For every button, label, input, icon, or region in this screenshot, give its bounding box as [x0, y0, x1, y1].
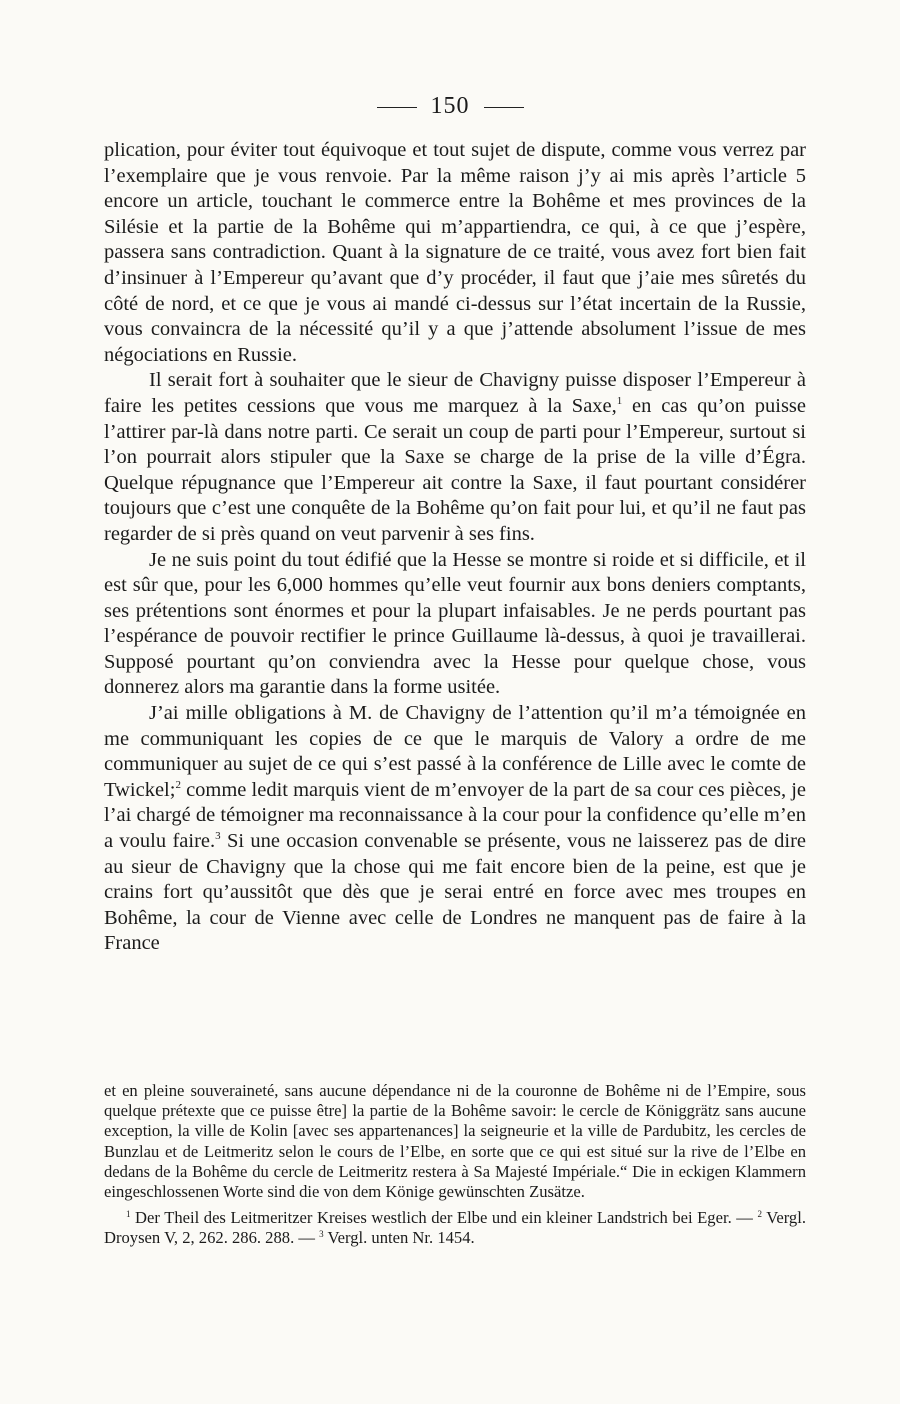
footnote-ref-2: 2 — [175, 778, 181, 791]
footnote-1-marker: 1 — [126, 1209, 131, 1220]
paragraph-2-part-a: Il serait fort à souhaiter que le sieur de Chavigny puisse disposer l’Empereur à faire les petites cessions que vous me marquez à la Saxe, — [104, 369, 806, 417]
paragraph-4-part-a: J’ai mille obligations à M. de Chavigny de l’attention qu’il m’a témoignée en me communiquant les copies de ce que le marquis de Valory a ordre de me communiquer au sujet de ce qui s’est passé à la conférence de Lille avec le comte de Twickel; — [104, 702, 806, 801]
footnotes — [104, 1081, 806, 1249]
paragraph-4-part-b: comme ledit marquis vient de m’envoyer de la part de sa cour ces pièces, je l’ai chargé de témoigner ma reconnaissance à la cour pour la confidence qu’elle m’en a voulu faire. — [104, 778, 806, 853]
footnote-3-text: Vergl. unten Nr. 1454. — [323, 1228, 475, 1248]
footnote-2-marker: 2 — [757, 1209, 762, 1220]
paragraph-1: plication, pour éviter tout équivoque et tout sujet de dispute, comme vous verrez par l’exemplaire que je vous renvoie. Par la même raison j’y ai mis après l’article 5 encore un article, touchant le commerce entre la Bohême et mes provinces de la Silésie et la partie de la Bohême qui m’appartiendra, ce qui, à ce que j’espère, passera sans contradiction. Quant à la signature de ce traité, vous avez fort bien fait d’insinuer à l’Empereur qu’avant que d’y procéder, il faut que j’aie mes sûretés du côté de nord, et ce que je vous ai mandé ci-dessus sur l’état incertain de la Russie, vous convaincra de la nécessité qu’il y a que j’attende absolument l’issue de mes négociations en Russie. — [104, 139, 806, 366]
paragraph-2-part-b: en cas qu’on puisse l’attirer par-là dans notre parti. Ce serait un coup de parti pour l’Empereur, surtout si l’on pourrait alors stipuler que la Saxe se charge de la prise de la ville d’Égra. Quelque répugnance que l’Empereur ait contre la Saxe, il faut pourtant considérer toujours que c’est une conquête de la Bohême qu’on fait pour lui, et qu’il ne faut pas regarder de si près quand on veut parvenir à ses fins. — [104, 394, 807, 545]
footnote-ref-3: 3 — [215, 830, 221, 843]
footnote-continuation: et en pleine souveraineté, sans aucune dépendance ni de la couronne de Bohême ni de l’Empire, sous quelque prétexte que ce puisse être] la partie de la Bohême savoir: le cercle de Königgrätz sans aucune exception, la ville de Kolin [avec ses appartenances] la seigneurie et la ville de Pardubitz, les cercles de Bunzlau et de Leitmeritz selon le cours de l’Elbe, en sorte que ce qui est situé sur la rive de l’Elbe en dedans de la Bohême du cercle de Leitmeritz restera à Sa Majesté Impériale.“ Die in eckigen Klammern eingeschlossenen Worte sind die von dem Könige gewünschten Zusätze. — [104, 1081, 806, 1202]
main-text — [104, 138, 806, 957]
paragraph-4-part-c: Si une occasion convenable se présente, vous ne laisserez pas de dire au sieur de Chavigny que la chose qui me fait encore bien de la peine, est que je crains fort qu’aussitôt que dès que je serai entré en force avec mes troupes en Bohême, la cour de Vienne avec celle de Londres ne manquent pas de faire à la France — [104, 830, 806, 955]
header-rule-right — [484, 107, 524, 108]
footnote-2-text: Vergl. Droysen V, 2, 262. 286. 288. — — [104, 1208, 806, 1248]
footnote-ref-1: 1 — [616, 394, 623, 407]
paragraph-4 — [104, 701, 806, 957]
footnote-3-marker: 3 — [319, 1229, 324, 1240]
footnote-1-text: Der Theil des Leitmeritzer Kreises westlich der Elbe und ein kleiner Landstrich bei Eger. — — [130, 1208, 758, 1228]
paragraph-2 — [104, 368, 806, 547]
page-number: 150 — [430, 93, 470, 119]
paragraph-3: Je ne suis point du tout édifié que la Hesse se montre si roide et si difficile, et il est sûr que, pour les 6,000 hommes qu’elle veut fournir aux bons deniers comptants, ses prétentions sont énormes et pour la plupart infaisables. Je ne perds pourtant pas l’espérance de pouvoir rectifier le prince Guillaume là-dessus, à quoi je travaillerai. Supposé pourtant qu’on conviendra avec la Hesse pour quelque chose, vous donnerez alors ma garantie dans la forme usitée. — [104, 548, 806, 699]
footnote-list — [104, 1208, 806, 1248]
header-rule-left — [377, 107, 417, 108]
page-header — [0, 91, 900, 121]
